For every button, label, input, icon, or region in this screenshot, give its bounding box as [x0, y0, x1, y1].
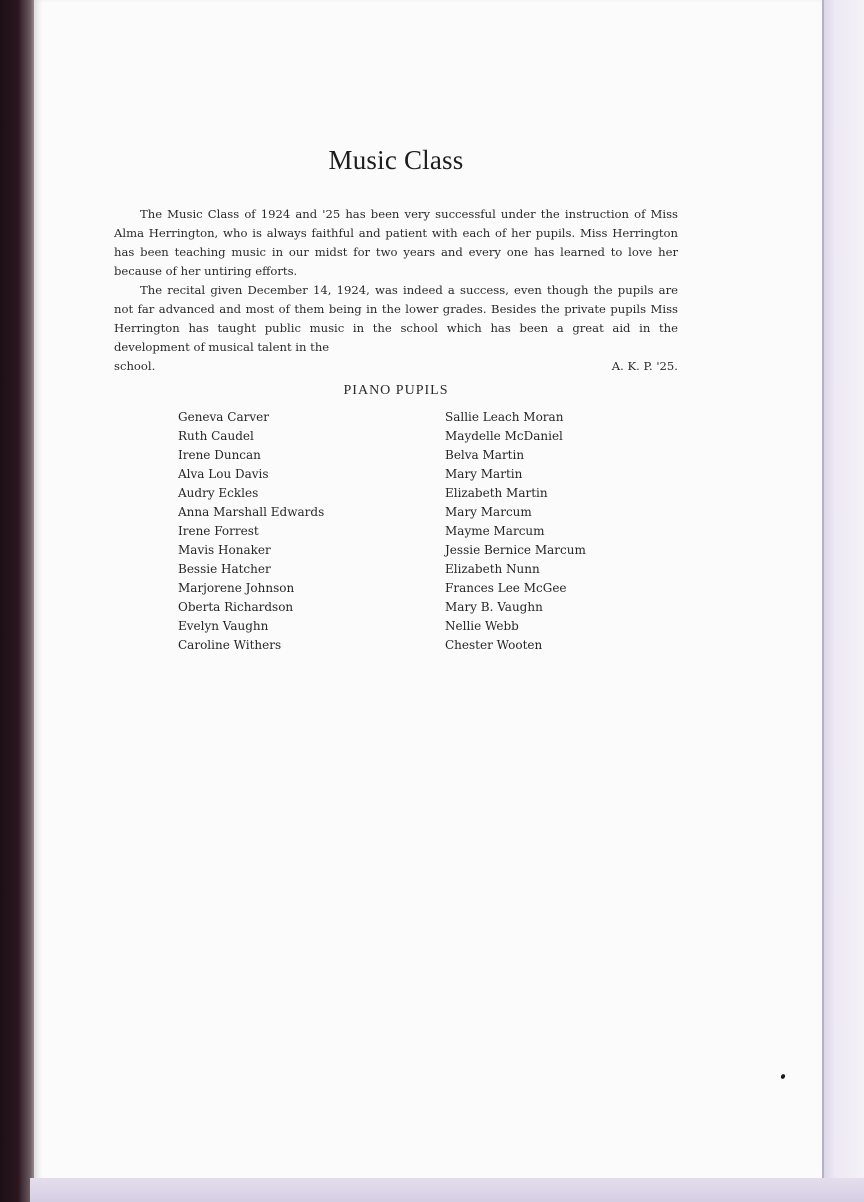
bottom-page-edge	[30, 1178, 864, 1202]
right-page-edge	[822, 0, 864, 1202]
list-item: Bessie Hatcher	[178, 562, 271, 576]
paragraph-2: The recital given December 14, 1924, was indeed a success, even though the pupils are not far advanced and most of them being in the lower grades. Besides the private pupils Miss Herrington has taught public music in the school which has been a great aid in the development of musical talent in the	[114, 283, 678, 354]
list-item: Sallie Leach Moran	[445, 410, 564, 424]
list-item: Mary B. Vaughn	[445, 600, 543, 614]
list-item: Ruth Caudel	[178, 429, 254, 443]
list-item: Belva Martin	[445, 448, 525, 462]
list-item: Caroline Withers	[178, 638, 282, 652]
list-item: Oberta Richardson	[178, 600, 294, 614]
page-sheet	[34, 0, 824, 1180]
list-item: Evelyn Vaughn	[178, 619, 269, 633]
list-item: Irene Forrest	[178, 524, 259, 538]
list-item: Marjorene Johnson	[178, 581, 295, 595]
list-item: Mayme Marcum	[445, 524, 545, 538]
closing-line	[114, 357, 678, 376]
list-item: Chester Wooten	[445, 638, 543, 652]
list-item: Anna Marshall Edwards	[178, 505, 325, 519]
list-item: Maydelle McDaniel	[445, 429, 563, 443]
list-item: Elizabeth Martin	[445, 486, 548, 500]
piano-pupils-heading: PIANO PUPILS	[343, 383, 449, 398]
list-item: Geneva Carver	[178, 410, 269, 424]
paragraph-1: The Music Class of 1924 and '25 has been very successful under the instruction of Miss Alma Herrington, who is always faithful and patient with each of her pupils. Miss Herrington has been teaching music in our midst for two years and every one has learned to love her because of her untiring efforts.	[114, 207, 678, 278]
list-item: Audry Eckles	[178, 486, 259, 500]
list-item: Mary Marcum	[445, 505, 532, 519]
list-item: Mary Martin	[445, 467, 523, 481]
article-body	[114, 205, 678, 376]
page-title: Music Class	[328, 145, 464, 175]
list-item: Irene Duncan	[178, 448, 261, 462]
list-item: Frances Lee McGee	[445, 581, 567, 595]
pupil-list-left	[178, 408, 324, 655]
list-item: Mavis Honaker	[178, 543, 271, 557]
list-item: Alva Lou Davis	[178, 467, 269, 481]
closing-word: school.	[114, 359, 156, 373]
list-item: Jessie Bernice Marcum	[445, 543, 586, 557]
page-edge-line	[822, 0, 824, 1180]
author-signature: A. K. P. '25.	[611, 359, 678, 373]
pupil-list-right	[445, 408, 586, 655]
list-item: Elizabeth Nunn	[445, 562, 540, 576]
list-item: Nellie Webb	[445, 619, 519, 633]
